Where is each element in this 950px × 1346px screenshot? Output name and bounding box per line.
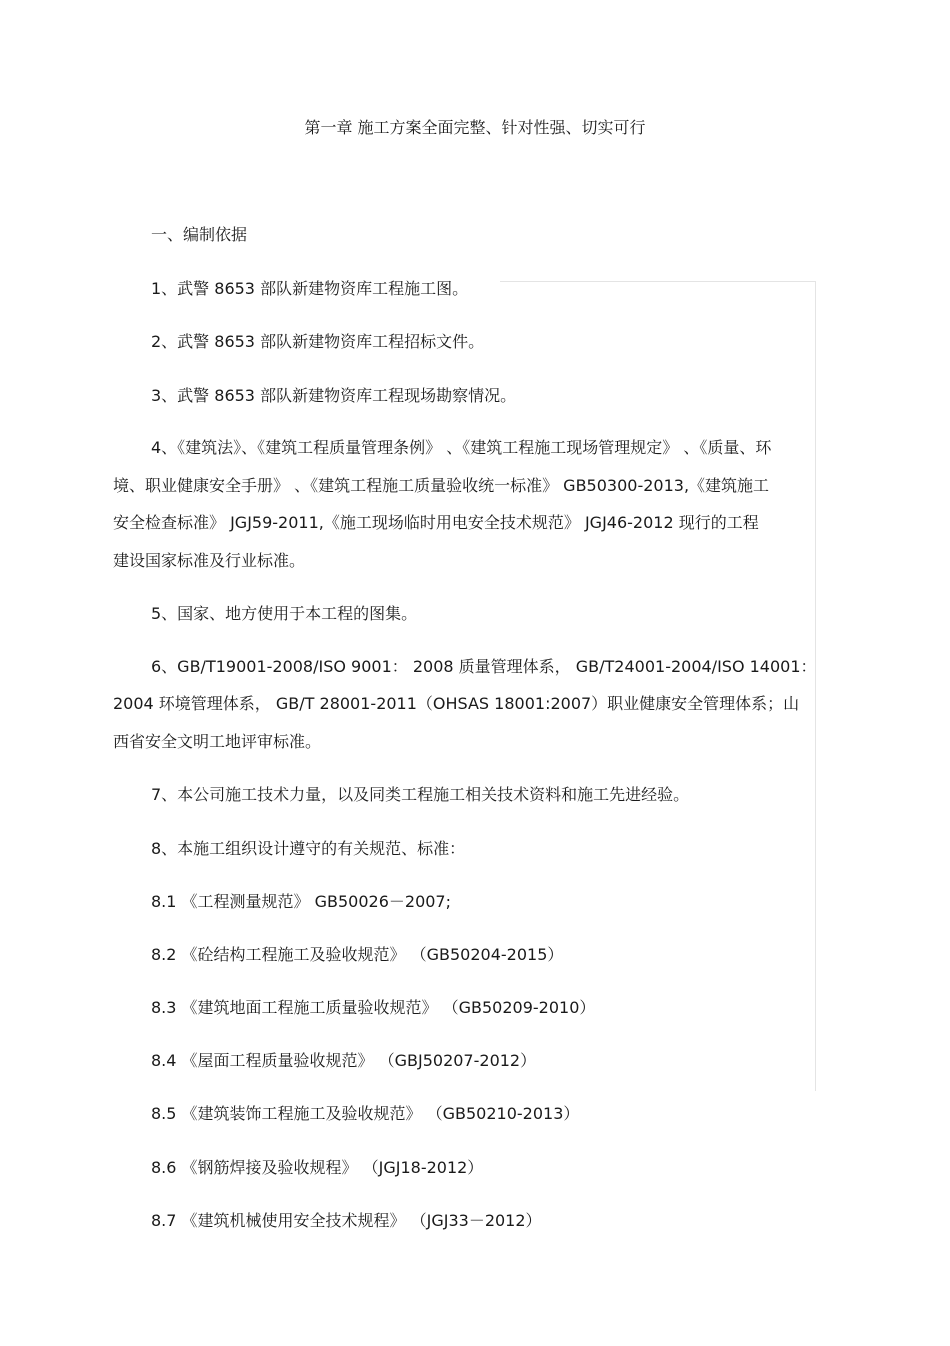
standard-item-8-7: 8.7 《建筑机械使用安全技术规程》 （JGJ33－2012） <box>151 1211 542 1230</box>
basis-item-7: 7、本公司施工技术力量，以及同类工程施工相关技术资料和施工先进经验。 <box>151 785 690 804</box>
basis-item-3: 3、武警 8653 部队新建物资库工程现场勘察情况。 <box>151 386 517 405</box>
basis-item-8: 8、本施工组织设计遵守的有关规范、标准： <box>151 839 466 858</box>
standard-item-8-1: 8.1 《工程测量规范》 GB50026－2007; <box>151 892 452 911</box>
basis-item-1: 1、武警 8653 部队新建物资库工程施工图。 <box>151 279 469 298</box>
standard-item-8-2: 8.2 《砼结构工程施工及验收规范》 （GB50204-2015） <box>151 945 564 964</box>
standard-item-8-3: 8.3 《建筑地面工程施工质量验收规范》 （GB50209-2010） <box>151 998 596 1017</box>
section-heading: 一、编制依据 <box>151 225 248 244</box>
basis-item-4-line-3: 安全检查标准》 JGJ59-2011,《施工现场临时用电安全技术规范》 JGJ46-2012 现行的工程 <box>113 513 759 532</box>
basis-item-6-line-3: 西省安全文明工地评审标准。 <box>113 732 322 751</box>
standard-item-8-4: 8.4 《屋面工程质量验收规范》 （GBJ50207-2012） <box>151 1051 537 1070</box>
frame-line-right <box>815 281 816 1091</box>
standard-item-8-5: 8.5 《建筑装饰工程施工及验收规范》 （GB50210-2013） <box>151 1104 580 1123</box>
frame-line-top <box>500 281 816 282</box>
basis-item-2: 2、武警 8653 部队新建物资库工程招标文件。 <box>151 332 485 351</box>
basis-item-4-line-4: 建设国家标准及行业标准。 <box>113 551 306 570</box>
basis-item-6-line-1: 6、GB/T19001-2008/ISO 9001： 2008 质量管理体系， GB/T24001-2004/ISO 14001： <box>151 657 817 676</box>
basis-item-4-line-2: 境、职业健康安全手册》 、《建筑工程施工质量验收统一标准》 GB50300-2013,《建筑施工 <box>113 476 770 495</box>
chapter-title: 第一章 施工方案全面完整、针对性强、切实可行 <box>304 118 646 137</box>
basis-item-5: 5、国家、地方使用于本工程的图集。 <box>151 604 418 623</box>
standard-item-8-6: 8.6 《钢筋焊接及验收规程》 （JGJ18-2012） <box>151 1158 484 1177</box>
basis-item-6-line-2: 2004 环境管理体系， GB/T 28001-2011（OHSAS 18001:2007）职业健康安全管理体系；山 <box>113 694 800 713</box>
basis-item-4-line-1: 4、《建筑法》、《建筑工程质量管理条例》 、《建筑工程施工现场管理规定》 、《质量、环 <box>151 438 772 457</box>
